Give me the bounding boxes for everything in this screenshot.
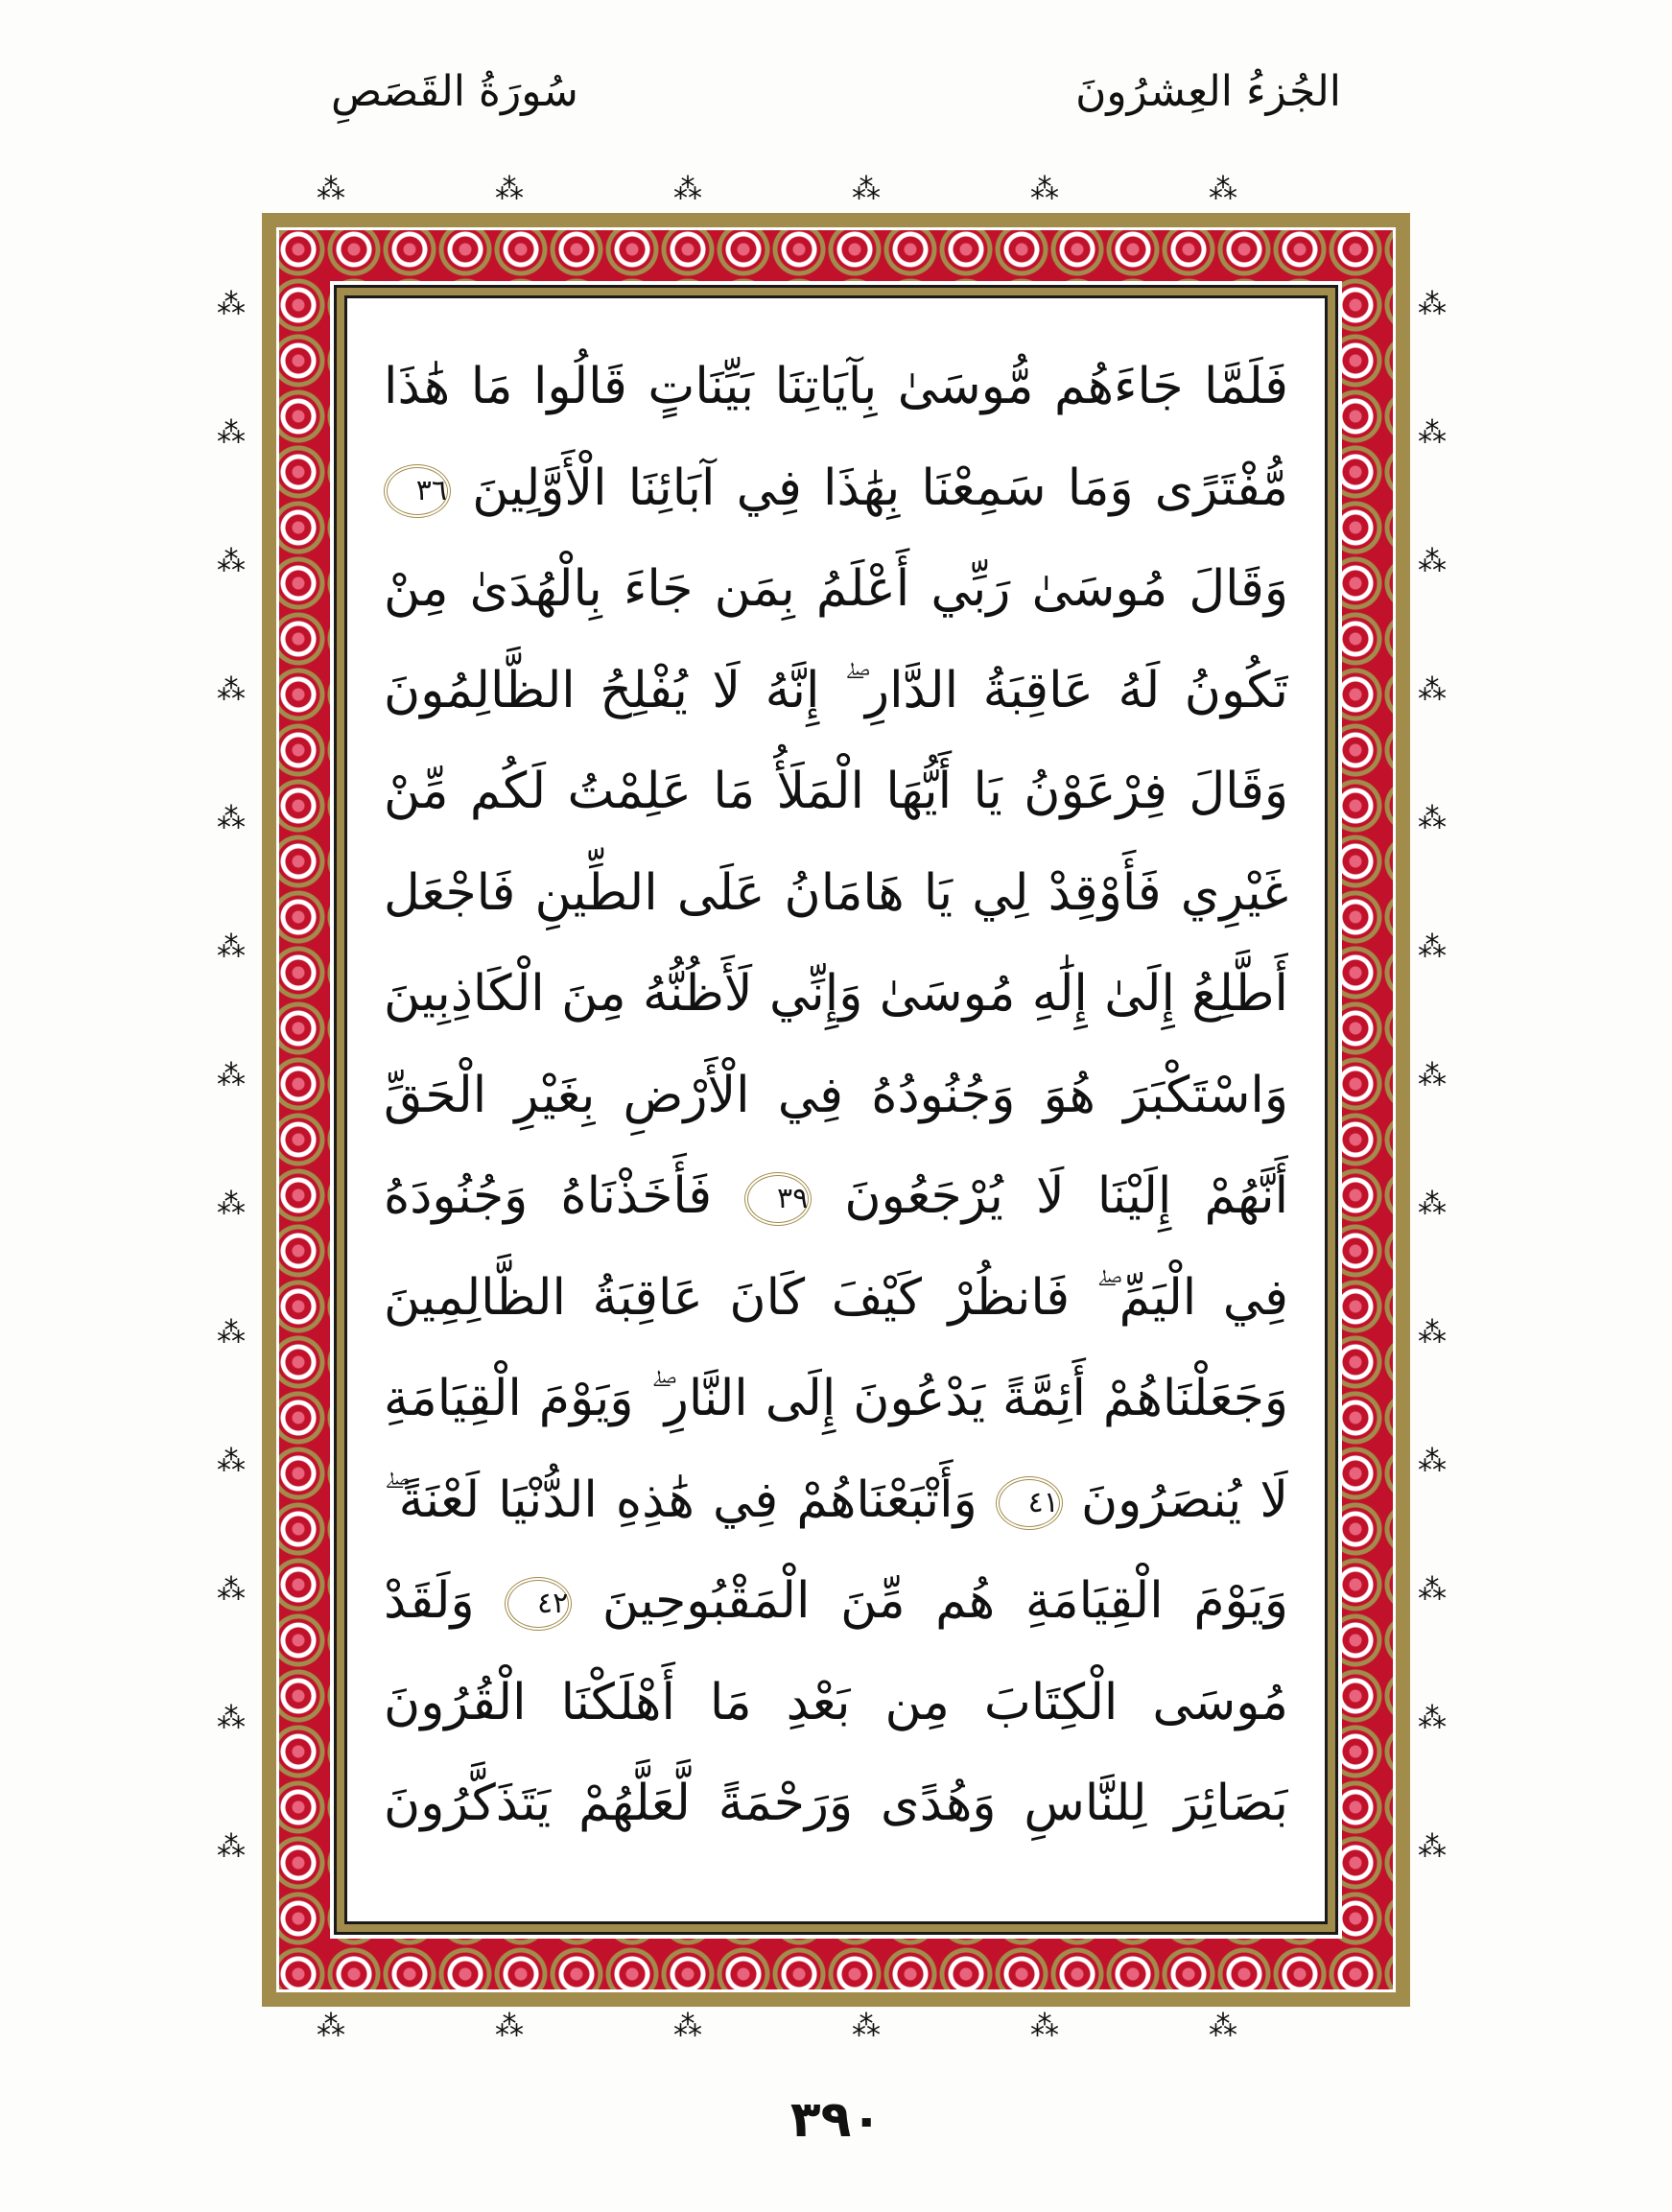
ornament-icon: ⁂ — [1209, 2010, 1237, 2043]
ornament-icon: ⁂ — [1418, 1316, 1447, 1350]
ornament-icon: ⁂ — [217, 545, 246, 578]
text-line — [384, 438, 1288, 540]
ornament-icon: ⁂ — [1418, 1445, 1447, 1478]
ornament-icon: ⁂ — [217, 1059, 246, 1093]
verse-text: وَقَالَ فِرْعَوْنُ يَا أَيُّهَا الْمَلَأُ مَا عَلِمْتُ لَكُم مِّنْ — [384, 763, 1288, 820]
page-number: ٣٩٠ — [789, 2091, 883, 2149]
text-line — [384, 1146, 1288, 1248]
verse-text: أَنَّهُمْ إِلَيْنَا لَا يُرْجَعُونَ — [844, 1167, 1288, 1225]
ornament-icon: ⁂ — [1418, 930, 1447, 964]
ornament-icon: ⁂ — [1030, 2010, 1059, 2043]
text-line — [384, 843, 1288, 945]
ornament-icon: ⁂ — [217, 1702, 246, 1735]
ayah-number-marker: ٤٢ — [505, 1577, 572, 1631]
verse-text: وَيَوْمَ الْقِيَامَةِ هُم مِّنَ الْمَقْبُوحِينَ — [601, 1572, 1288, 1630]
ornament-icon: ⁂ — [495, 2010, 524, 2043]
ornament-icon: ⁂ — [217, 1573, 246, 1607]
ornament-icon: ⁂ — [1418, 1830, 1447, 1864]
ornament-icon: ⁂ — [217, 1316, 246, 1350]
ornament-icon: ⁂ — [1209, 173, 1237, 206]
ornament-icon: ⁂ — [1030, 173, 1059, 206]
ornament-icon: ⁂ — [217, 288, 246, 321]
text-line — [384, 1551, 1288, 1653]
text-line — [384, 1753, 1288, 1855]
ornament-icon: ⁂ — [1418, 416, 1447, 450]
verse-text: وَاسْتَكْبَرَ هُوَ وَجُنُودُهُ فِي الْأَرْضِ بِغَيْرِ الْحَقِّ — [384, 1066, 1288, 1124]
text-line — [384, 337, 1288, 438]
frame-red-band — [271, 222, 1401, 1998]
ayah-number-marker: ٣٦ — [384, 464, 451, 518]
ornament-icon: ⁂ — [317, 173, 345, 206]
verse-text: تَكُونُ لَهُ عَاقِبَةُ الدَّارِ ۖ إِنَّهُ لَا يُفْلِحُ الظَّالِمُونَ — [384, 661, 1288, 719]
juz-title: الجُزءُ العِشرُونَ — [1075, 67, 1341, 116]
verse-text: وَلَقَدْ — [384, 1572, 475, 1630]
ornament-icon: ⁂ — [217, 1830, 246, 1864]
ornament-icon: ⁂ — [1418, 1702, 1447, 1735]
ornament-icon: ⁂ — [1418, 1059, 1447, 1093]
ornament-icon: ⁂ — [317, 2010, 345, 2043]
ornament-icon: ⁂ — [217, 1445, 246, 1478]
verse-text: وَقَالَ مُوسَىٰ رَبِّي أَعْلَمُ بِمَن جَاءَ بِالْهُدَىٰ مِنْ — [384, 560, 1288, 618]
verse-text: وَأَتْبَعْنَاهُمْ فِي هَٰذِهِ الدُّنْيَا لَعْنَةً ۖ — [384, 1471, 977, 1529]
quran-text-area — [344, 295, 1328, 1924]
ornament-icon: ⁂ — [673, 173, 702, 206]
text-line — [384, 1248, 1288, 1350]
ornament-icon: ⁂ — [673, 2010, 702, 2043]
ornament-icon: ⁂ — [217, 673, 246, 707]
ornament-icon: ⁂ — [217, 930, 246, 964]
verse-text: غَيْرِي فَأَوْقِدْ لِي يَا هَامَانُ عَلَى الطِّينِ فَاجْعَل — [384, 863, 1288, 922]
verse-text: مُّفْتَرًى وَمَا سَمِعْنَا بِهَٰذَا فِي آبَائِنَا الْأَوَّلِينَ — [472, 459, 1288, 517]
ornament-icon: ⁂ — [852, 2010, 881, 2043]
text-line — [384, 944, 1288, 1046]
verse-text: أَطَّلِعُ إِلَىٰ إِلَٰهِ مُوسَىٰ وَإِنِّي لَأَظُنُّهُ مِنَ الْكَاذِبِينَ — [384, 965, 1288, 1023]
ornament-icon: ⁂ — [1418, 1573, 1447, 1607]
ornament-icon: ⁂ — [1418, 673, 1447, 707]
ornament-icon: ⁂ — [217, 416, 246, 450]
text-line — [384, 1349, 1288, 1450]
surah-title: سُورَةُ القَصَصِ — [331, 67, 578, 116]
ornament-icon: ⁂ — [495, 173, 524, 206]
ornament-icon: ⁂ — [1418, 288, 1447, 321]
ornamental-frame — [262, 213, 1410, 2007]
ornament-icon: ⁂ — [217, 802, 246, 835]
text-line — [384, 1653, 1288, 1754]
ayah-number-marker: ٤١ — [996, 1476, 1063, 1530]
ornament-icon: ⁂ — [217, 1188, 246, 1221]
verse-text: مُوسَى الْكِتَابَ مِن بَعْدِ مَا أَهْلَكْنَا الْقُرُونَ — [384, 1673, 1288, 1731]
verse-text: وَجَعَلْنَاهُمْ أَئِمَّةً يَدْعُونَ إِلَى النَّارِ ۖ وَيَوْمَ الْقِيَامَةِ — [384, 1370, 1288, 1427]
verse-text: لَا يُنصَرُونَ — [1080, 1471, 1288, 1529]
verse-text: بَصَائِرَ لِلنَّاسِ وَهُدًى وَرَحْمَةً لَّعَلَّهُمْ يَتَذَكَّرُونَ — [384, 1775, 1288, 1832]
text-line — [384, 539, 1288, 641]
ornament-icon: ⁂ — [1418, 545, 1447, 578]
verse-text: فَلَمَّا جَاءَهُم مُّوسَىٰ بِآيَاتِنَا بَيِّنَاتٍ قَالُوا مَا هَٰذَا — [384, 358, 1288, 415]
text-line — [384, 741, 1288, 843]
text-line — [384, 641, 1288, 742]
verse-text: فِي الْيَمِّ ۖ فَانظُرْ كَيْفَ كَانَ عَاقِبَةُ الظَّالِمِينَ — [384, 1268, 1288, 1327]
ornament-icon: ⁂ — [852, 173, 881, 206]
text-line — [384, 1046, 1288, 1147]
ornament-icon: ⁂ — [1418, 802, 1447, 835]
ayah-number-marker: ٣٩ — [744, 1172, 812, 1226]
verse-text: فَأَخَذْنَاهُ وَجُنُودَهُ — [384, 1167, 713, 1225]
text-line — [384, 1450, 1288, 1552]
ornament-icon: ⁂ — [1418, 1188, 1447, 1221]
